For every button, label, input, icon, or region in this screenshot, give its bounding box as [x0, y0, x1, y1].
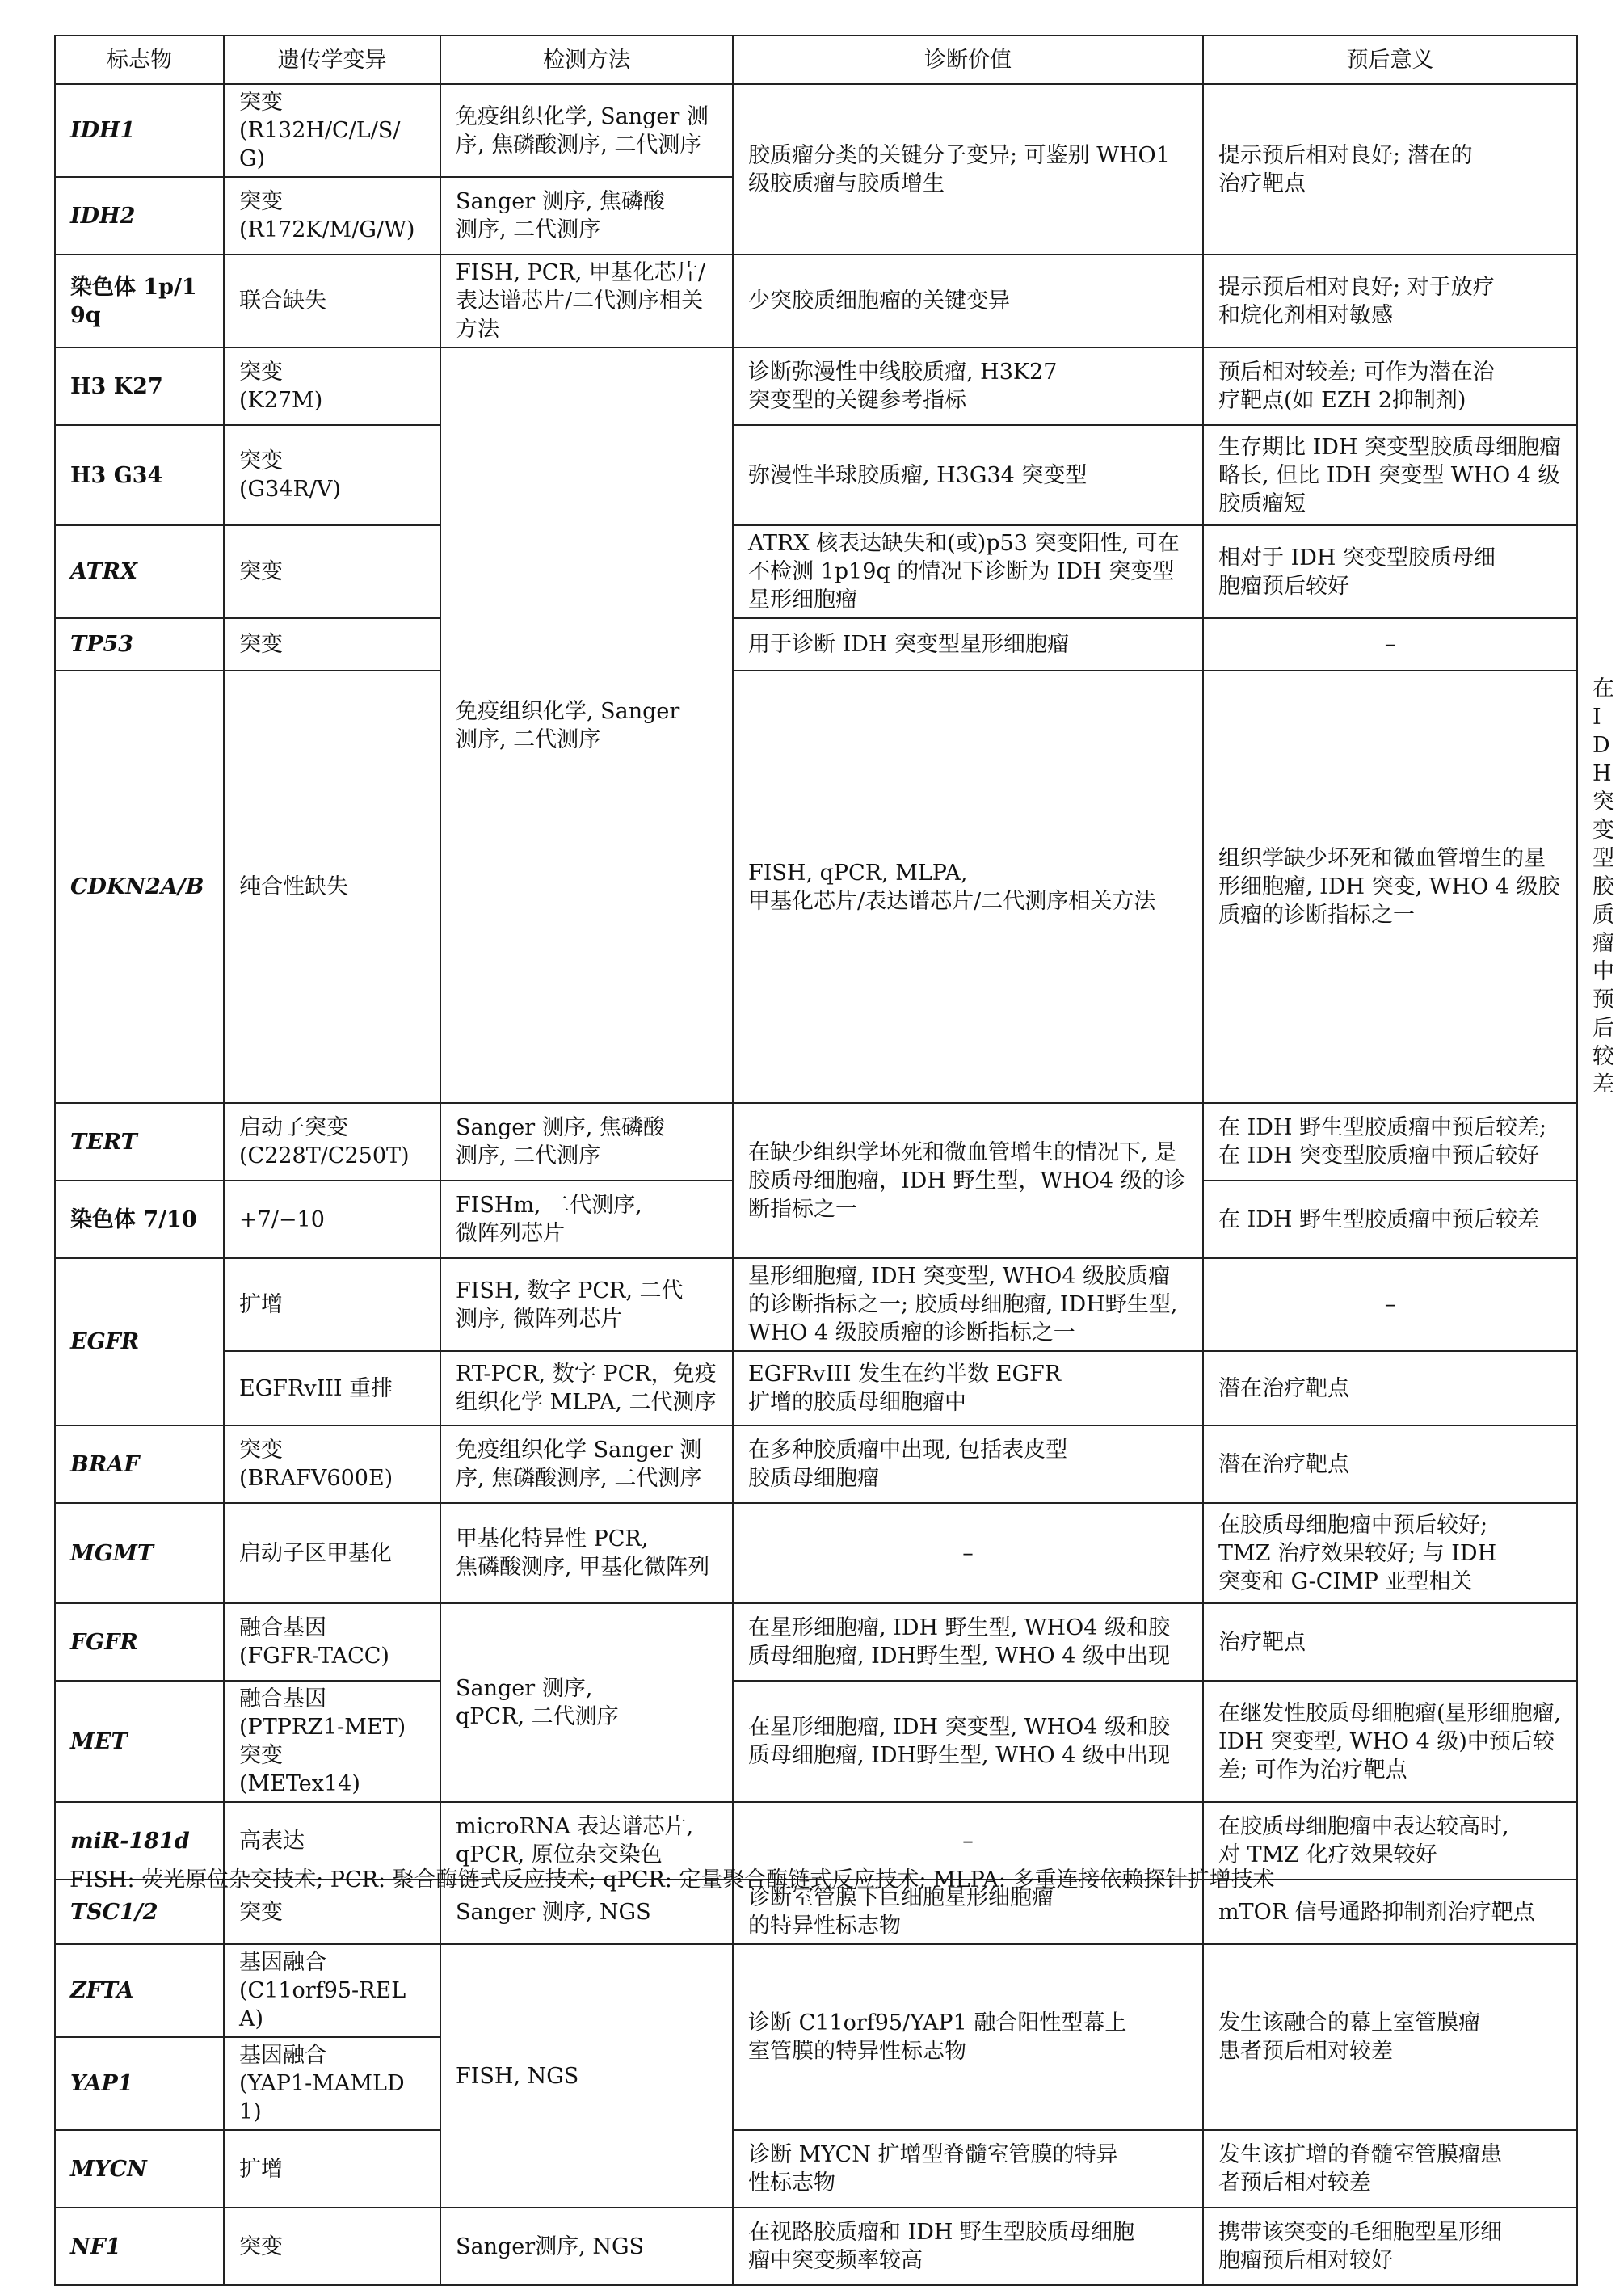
- variant-cell: 扩增: [224, 2130, 440, 2208]
- method-cell: RT-PCR, 数字 PCR，免疫组织化学 MLPA, 二代测序: [440, 1351, 733, 1425]
- diagnostic-cell: 诊断弥漫性中线胶质瘤, H3K27 突变型的关键参考指标: [733, 347, 1203, 425]
- variant-cell: 纯合性缺失: [224, 671, 440, 1103]
- prognosis-cell: 提示预后相对良好; 潜在的 治疗靶点: [1203, 84, 1577, 255]
- marker-cell: TERT: [55, 1103, 224, 1181]
- prognosis-cell: 在继发性胶质母细胞瘤(星形细胞瘤, IDH 突变型, WHO 4 级)中预后较差; 可作为治疗靶点: [1203, 1681, 1577, 1802]
- prognosis-cell: 相对于 IDH 突变型胶质母细 胞瘤预后较好: [1203, 525, 1577, 618]
- marker-cell: H3 G34: [55, 425, 224, 525]
- method-cell: microRNA 表达谱芯片, qPCR, 原位杂交染色: [440, 1802, 733, 1880]
- method-cell: FISH, qPCR, MLPA, 甲基化芯片/表达谱芯片/二代测序相关方法: [733, 671, 1203, 1103]
- method-cell: FISH, PCR, 甲基化芯片/表达谱芯片/二代测序相关方法: [440, 255, 733, 347]
- method-cell: FISHm, 二代测序, 微阵列芯片: [440, 1181, 733, 1258]
- diagnostic-cell: 用于诊断 IDH 突变型星形细胞瘤: [733, 618, 1203, 671]
- diagnostic-cell: 诊断 C11orf95/YAP1 融合阳性型幕上 室管膜的特异性标志物: [733, 1944, 1203, 2130]
- marker-cell: IDH2: [55, 177, 224, 255]
- marker-cell: TP53: [55, 618, 224, 671]
- prognosis-cell: 在胶质母细胞瘤中预后较好; TMZ 治疗效果较好; 与 IDH 突变和 G-CIMP 亚型相关: [1203, 1503, 1577, 1603]
- table-row: [55, 1103, 1577, 1181]
- method-cell: Sanger 测序, NGS: [440, 1880, 733, 1944]
- marker-cell: H3 K27: [55, 347, 224, 425]
- marker-cell: miR-181d: [55, 1802, 224, 1880]
- variant-cell: 启动子突变 (C228T/C250T): [224, 1103, 440, 1181]
- prognosis-cell: 治疗靶点: [1203, 1603, 1577, 1681]
- table-row: [55, 1503, 1577, 1603]
- diagnostic-cell: –: [733, 1503, 1203, 1603]
- diagnostic-cell: 少突胶质细胞瘤的关键变异: [733, 255, 1203, 347]
- variant-cell: 联合缺失: [224, 255, 440, 347]
- table-row: [55, 1351, 1577, 1425]
- table-row: [55, 1944, 1577, 2037]
- table-row: [55, 347, 1577, 425]
- prognosis-cell: –: [1203, 618, 1577, 671]
- table-row: [55, 525, 1577, 618]
- header-method: 检测方法: [440, 36, 733, 84]
- header-diagnostic-value: 诊断价值: [733, 36, 1203, 84]
- variant-cell: 启动子区甲基化: [224, 1503, 440, 1603]
- diagnostic-cell: 在星形细胞瘤, IDH 突变型, WHO4 级和胶质母细胞瘤, IDH野生型, WHO 4 级中出现: [733, 1681, 1203, 1802]
- header-marker: 标志物: [55, 36, 224, 84]
- prognosis-cell: 潜在治疗靶点: [1203, 1425, 1577, 1503]
- marker-cell: FGFR: [55, 1603, 224, 1681]
- table-row: CDKN2A/B 纯合性缺失 FISH, qPCR, MLPA, 甲基化芯片/表达谱芯片/二代测序相关方法 组织学缺少坏死和微血管增生的星形细胞瘤, IDH 突变, WHO 4 级胶质瘤的诊断指标之一 在 IDH 突变型胶质瘤中预后较差: [55, 671, 1577, 1103]
- variant-cell: 突变: [224, 618, 440, 671]
- diagnostic-cell: 诊断室管膜下巨细胞星形细胞瘤 的特异性标志物: [733, 1880, 1203, 1944]
- variant-cell: 突变 (G34R/V): [224, 425, 440, 525]
- marker-cell: EGFR: [55, 1258, 224, 1425]
- variant-cell: 突变: [224, 2208, 440, 2285]
- table-row: [55, 425, 1577, 525]
- prognosis-cell: 生存期比 IDH 突变型胶质母细胞瘤略长, 但比 IDH 突变型 WHO 4 级胶质瘤短: [1203, 425, 1577, 525]
- diagnostic-cell: –: [733, 1802, 1203, 1880]
- table-row: [55, 1258, 1577, 1351]
- diagnostic-cell: 在星形细胞瘤, IDH 野生型, WHO4 级和胶质母细胞瘤, IDH野生型, WHO 4 级中出现: [733, 1603, 1203, 1681]
- variant-cell: 突变 (R132H/C/L/S/G): [224, 84, 440, 177]
- method-cell: Sanger 测序, 焦磷酸 测序, 二代测序: [440, 1103, 733, 1181]
- table-header-row: [55, 36, 1577, 84]
- method-cell: Sanger 测序, 焦磷酸 测序, 二代测序: [440, 177, 733, 255]
- diagnostic-cell: 诊断 MYCN 扩增型脊髓室管膜的特异 性标志物: [733, 2130, 1203, 2208]
- diagnostic-cell: 星形细胞瘤, IDH 突变型, WHO4 级胶质瘤的诊断指标之一; 胶质母细胞瘤, IDH野生型, WHO 4 级胶质瘤的诊断指标之一: [733, 1258, 1203, 1351]
- table-row: [55, 84, 1577, 177]
- prognosis-cell: 发生该扩增的脊髓室管膜瘤患 者预后相对较差: [1203, 2130, 1577, 2208]
- marker-cell: ATRX: [55, 525, 224, 618]
- marker-cell: YAP1: [55, 2037, 224, 2130]
- prognosis-cell: 发生该融合的幕上室管膜瘤 患者预后相对较差: [1203, 1944, 1577, 2130]
- method-cell: 免疫组织化学, Sanger 测序, 焦磷酸测序, 二代测序: [440, 84, 733, 177]
- method-cell: FISH, 数字 PCR, 二代 测序, 微阵列芯片: [440, 1258, 733, 1351]
- table-row: [55, 1603, 1577, 1681]
- header-variant: 遗传学变异: [224, 36, 440, 84]
- marker-cell: 染色体 1p/19q: [55, 255, 224, 347]
- diagnostic-cell: 弥漫性半球胶质瘤, H3G34 突变型: [733, 425, 1203, 525]
- variant-cell: 突变: [224, 525, 440, 618]
- prognosis-cell: 在胶质母细胞瘤中表达较高时, 对 TMZ 化疗效果较好: [1203, 1802, 1577, 1880]
- diagnostic-cell: EGFRvIII 发生在约半数 EGFR 扩增的胶质母细胞瘤中: [733, 1351, 1203, 1425]
- marker-cell: CDKN2A/B: [55, 671, 224, 1103]
- method-cell: 免疫组织化学 Sanger 测序, 焦磷酸测序, 二代测序: [440, 1425, 733, 1503]
- prognosis-cell: 潜在治疗靶点: [1203, 1351, 1577, 1425]
- variant-cell: 基因融合 (C11orf95-RELA): [224, 1944, 440, 2037]
- variant-cell: +7/−10: [224, 1181, 440, 1258]
- marker-cell: TSC1/2: [55, 1880, 224, 1944]
- table-row: [55, 2208, 1577, 2285]
- marker-cell: MYCN: [55, 2130, 224, 2208]
- table-row: [55, 1681, 1577, 1802]
- table-row: [55, 2130, 1577, 2208]
- marker-cell: ZFTA: [55, 1944, 224, 2037]
- biomarker-table: [54, 35, 1614, 2286]
- marker-cell: 染色体 7/10: [55, 1181, 224, 1258]
- prognosis-cell: mTOR 信号通路抑制剂治疗靶点: [1203, 1880, 1577, 1944]
- method-cell: 免疫组织化学, Sanger 测序, 二代测序: [440, 347, 733, 1103]
- diagnostic-cell: 在视路胶质瘤和 IDH 野生型胶质母细胞 瘤中突变频率较高: [733, 2208, 1203, 2285]
- diagnostic-cell: ATRX 核表达缺失和(或)p53 突变阳性, 可在不检测 1p19q 的情况下诊断为 IDH 突变型星形细胞瘤: [733, 525, 1203, 618]
- prognosis-cell: 在 IDH 野生型胶质瘤中预后较差: [1203, 1181, 1577, 1258]
- variant-cell: 基因融合 (YAP1-MAMLD1): [224, 2037, 440, 2130]
- marker-cell: NF1: [55, 2208, 224, 2285]
- prognosis-cell: 在 IDH 野生型胶质瘤中预后较差; 在 IDH 突变型胶质瘤中预后较好: [1203, 1103, 1577, 1181]
- variant-cell: 突变 (BRAFV600E): [224, 1425, 440, 1503]
- method-cell: Sanger 测序, qPCR, 二代测序: [440, 1603, 733, 1802]
- diagnostic-cell: 在多种胶质瘤中出现, 包括表皮型 胶质母细胞瘤: [733, 1425, 1203, 1503]
- table-row: [55, 618, 1577, 671]
- marker-cell: MET: [55, 1681, 224, 1802]
- variant-cell: 突变: [224, 1880, 440, 1944]
- variant-cell: 高表达: [224, 1802, 440, 1880]
- variant-cell: 突变 (R172K/M/G/W): [224, 177, 440, 255]
- variant-cell: 突变 (K27M): [224, 347, 440, 425]
- prognosis-cell: 预后相对较差; 可作为潜在治 疗靶点(如 EZH 2抑制剂): [1203, 347, 1577, 425]
- marker-cell: BRAF: [55, 1425, 224, 1503]
- diagnostic-cell: 组织学缺少坏死和微血管增生的星形细胞瘤, IDH 突变, WHO 4 级胶质瘤的诊断指标之一: [1203, 671, 1577, 1103]
- method-cell: Sanger测序, NGS: [440, 2208, 733, 2285]
- variant-cell: 融合基因 (FGFR-TACC): [224, 1603, 440, 1681]
- prognosis-cell: 提示预后相对良好; 对于放疗 和烷化剂相对敏感: [1203, 255, 1577, 347]
- prognosis-cell: –: [1203, 1258, 1577, 1351]
- header-prognostic-significance: 预后意义: [1203, 36, 1577, 84]
- table-footnote: FISH: 荧光原位杂交技术; PCR: 聚合酶链式反应技术; qPCR: 定量聚合酶链式反应技术; MLPA: 多重连接依赖探针扩增技术: [69, 1867, 1275, 1892]
- marker-cell: MGMT: [55, 1503, 224, 1603]
- variant-cell: EGFRvIII 重排: [224, 1351, 440, 1425]
- table-row: [55, 1425, 1577, 1503]
- diagnostic-cell: 在缺少组织学坏死和微血管增生的情况下, 是胶质母细胞瘤，IDH 野生型，WHO4 级的诊断指标之一: [733, 1103, 1203, 1258]
- table-row: [55, 255, 1577, 347]
- diagnostic-cell: 胶质瘤分类的关键分子变异; 可鉴别 WHO1 级胶质瘤与胶质增生: [733, 84, 1203, 255]
- prognosis-cell: 携带该突变的毛细胞型星形细 胞瘤预后相对较好: [1203, 2208, 1577, 2285]
- method-cell: FISH, NGS: [440, 1944, 733, 2208]
- variant-cell: 融合基因 (PTPRZ1-MET) 突变 (METex14): [224, 1681, 440, 1802]
- method-cell: 甲基化特异性 PCR, 焦磷酸测序, 甲基化微阵列: [440, 1503, 733, 1603]
- variant-cell: 扩增: [224, 1258, 440, 1351]
- marker-cell: IDH1: [55, 84, 224, 177]
